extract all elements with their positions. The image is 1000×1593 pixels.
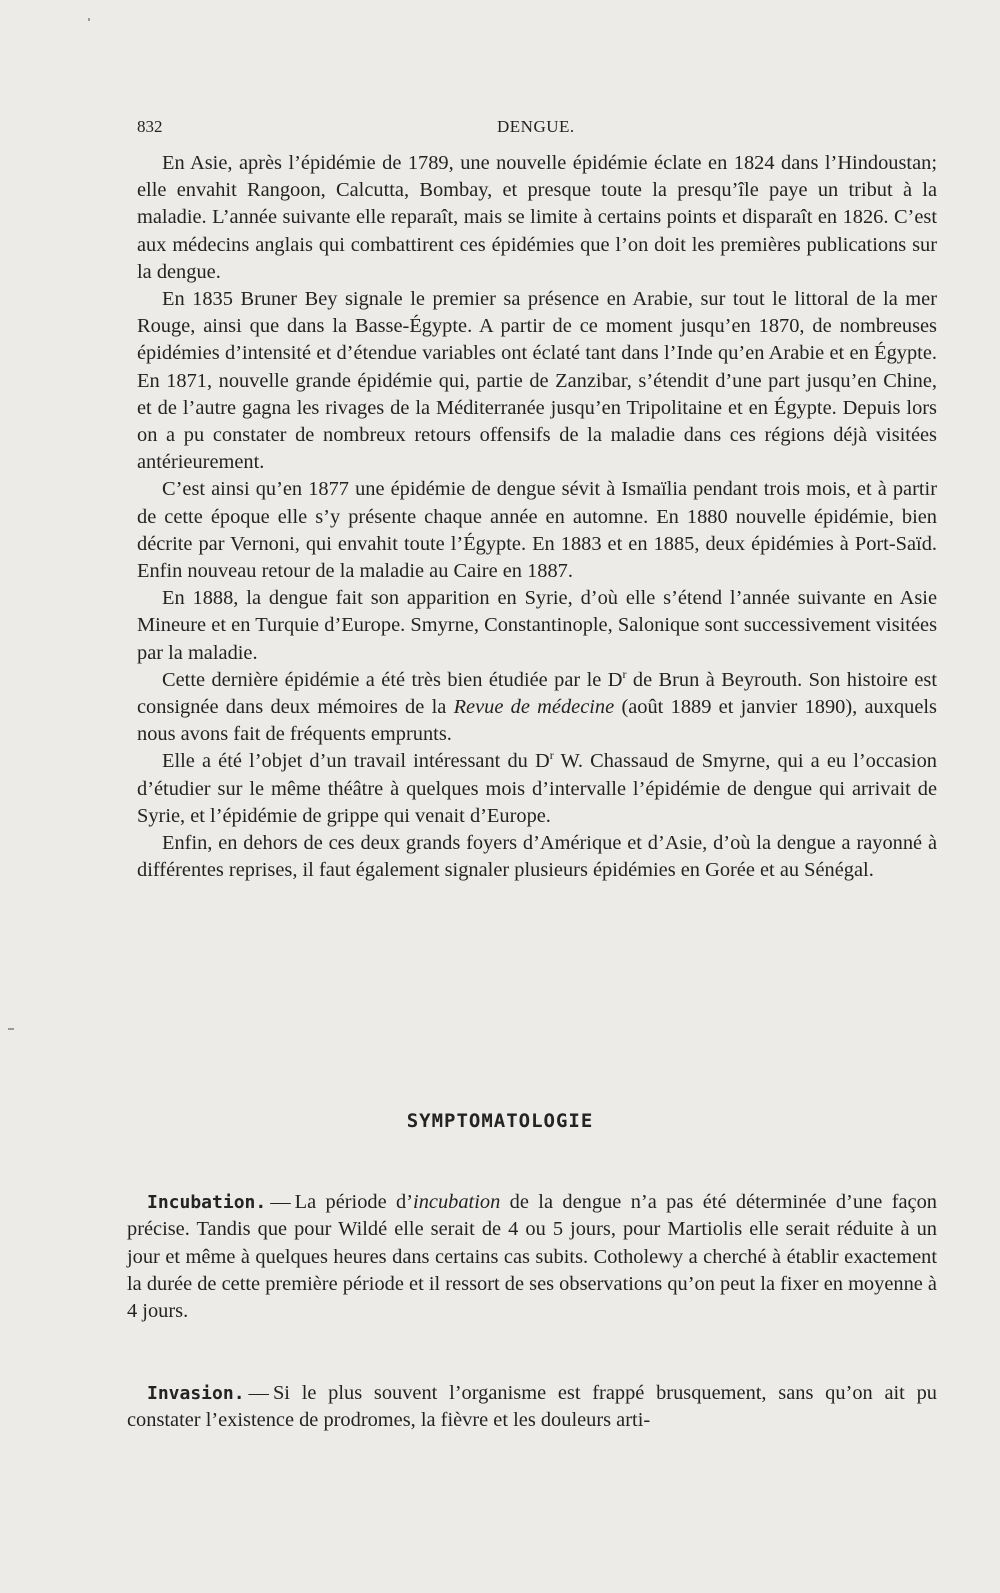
paragraph-arabia: En 1835 Bruner Bey signale le premier sa présence en Arabie, sur tout le littoral de la mer Rouge, ainsi que dans la Basse-Égypte. A partir de ce moment jusqu’en 1870, de nombreuses épidémies d’intensité et d’étendue variables ont éclaté tant dans l’Inde qu’en Arabie et en Égypte. En 1871, nouvelle grande épidémie qui, partie de Zanzibar, s’étendit d’une part jusqu’en Chine, et de l’autre gagna les rivages de la Méditerranée jusqu’en Tripolitaine et en Égypte. Depuis lors on a pu constater de nombreux retours offensifs de la maladie dans ces régions déjà visitées antérieurement. <box>137 288 937 474</box>
text-run: Cette dernière épidémie a été très bien étudiée par le D <box>162 668 623 691</box>
paragraph-syria: En 1888, la dengue fait son apparition en Syrie, d’où elle s’étend l’année suivante en Asie Mineure et en Turquie d’Europe. Smyrne, Constantinople, Salonique sont successivement visitées par la maladie. <box>137 587 937 664</box>
scan-speck <box>8 1028 14 1030</box>
history-text <box>137 150 937 884</box>
journal-title: Revue de médecine <box>453 696 615 719</box>
invasion-heading: Invasion. <box>147 1383 245 1404</box>
paragraph-ismailia: C’est ainsi qu’en 1877 une épidémie de dengue sévit à Ismaïlia pendant trois mois, et à partir de cette époque elle s’y présente chaque année en automne. En 1880 nouvelle épidémie, bien décrite par Vernoni, qui envahit toute l’Égypte. En 1883 et en 1885, deux épidémies à Port-Saïd. Enfin nouveau retour de la maladie au Caire en 1887. <box>137 478 937 583</box>
text-run: de Brun à Beyrouth. Son histoire est consignée dans deux mémoires de la <box>137 668 937 719</box>
text-run: Si le plus souvent l’organisme est frappé brusquement, sans qu’on ait pu constater l’existence de prodromes, la fièvre et les douleurs arti- <box>127 1382 937 1432</box>
paragraph-chassaud <box>137 748 937 830</box>
page-header <box>137 117 937 141</box>
em-dash: — <box>248 1382 269 1404</box>
paragraph-invasion <box>127 1380 937 1435</box>
paragraph-brun <box>137 667 937 749</box>
superscript: r <box>549 748 554 763</box>
running-title: DENGUE. <box>497 117 575 136</box>
incubation-section <box>127 1189 937 1325</box>
superscript: r <box>622 667 627 682</box>
paragraph-asia: En Asie, après l’épidémie de 1789, une nouvelle épidémie éclate en 1824 dans l’Hindoustan; elle envahit Rangoon, Calcutta, Bombay, et presque toute la presqu’île paye un tribut à la maladie. L’année suivante elle reparaît, mais se limite à certains points et disparaît en 1826. C’est aux médecins anglais qui combattirent ces épidémies que l’on doit les premières publications sur la dengue. <box>137 152 937 283</box>
em-dash: — <box>270 1191 291 1213</box>
section-title: SYMPTOMATOLOGIE <box>406 1110 594 1132</box>
text-run: Elle a été l’objet d’un travail intéressant du D <box>162 750 550 773</box>
page-number: 832 <box>137 117 163 136</box>
text-run: W. Chassaud de Smyrne, qui a eu l’occasion d’étudier sur le même théâtre à quelques mois d’intervalle l’épidémie de dengue qui arrivait de Syrie, et l’épidémie de grippe qui venait d’Europe. <box>137 750 937 827</box>
italic-term: incubation <box>413 1191 501 1213</box>
text-run: (août 1889 et janvier 1890), auxquels nous avons fait de fréquents emprunts. <box>137 696 937 746</box>
incubation-heading: Incubation. <box>147 1192 267 1213</box>
paragraph-senegal: Enfin, en dehors de ces deux grands foyers d’Amérique et d’Asie, d’où la dengue a rayonné à différentes reprises, il faut également signaler plusieurs épidémies en Gorée et au Sénégal. <box>137 832 937 882</box>
text-run: La période d’ <box>294 1191 414 1213</box>
scan-speck <box>88 18 90 21</box>
text-run: de la dengue n’a pas été déterminée d’une façon précise. Tandis que pour Wildé elle serait de 4 ou 5 jours, pour Martiolis elle serait réduite à un jour et même à quelques heures dans certains cas subits. Cotholewy a cherché à établir exactement la durée de cette première période et il ressort de ses observations qu’on peut la fixer en moyenne à 4 jours. <box>127 1191 937 1323</box>
paragraph-incubation <box>127 1189 937 1325</box>
invasion-section <box>127 1380 937 1435</box>
